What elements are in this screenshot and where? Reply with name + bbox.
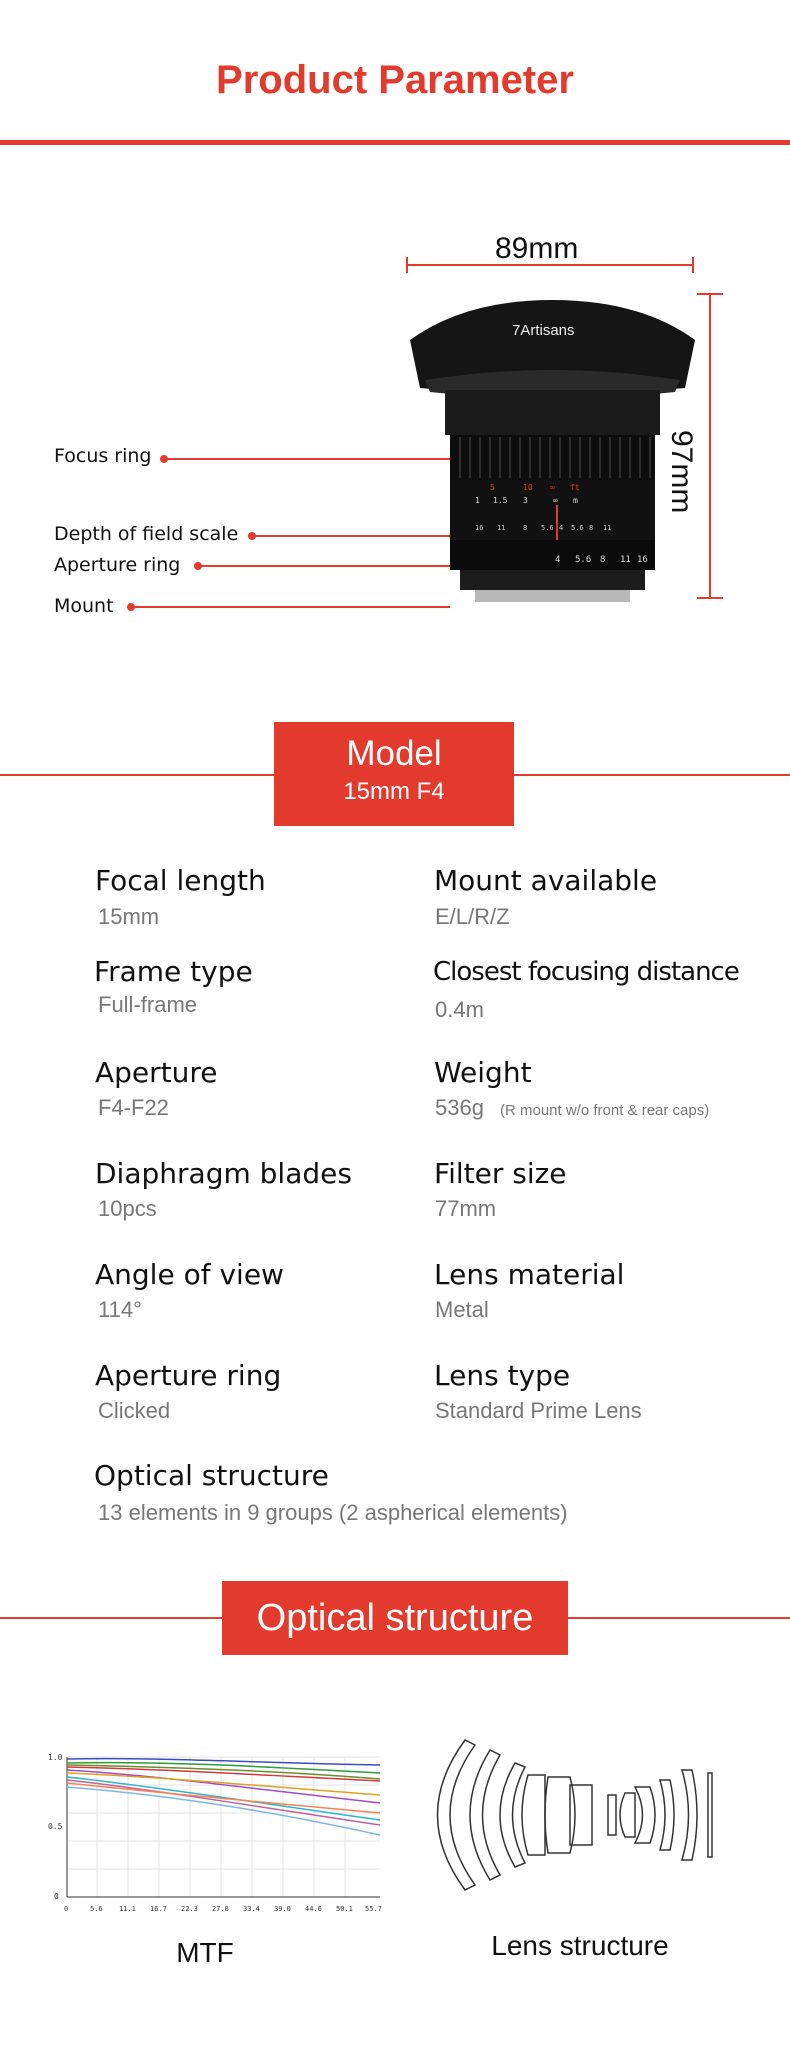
width-dimension-label: 89mm (495, 232, 579, 265)
spec-value: F4-F22 (98, 1095, 169, 1120)
spec-label: Optical structure (94, 1459, 329, 1492)
brand-label: 7Artisans (512, 322, 575, 339)
callout-line (200, 565, 450, 567)
callout-aperture-ring: Aperture ring (54, 554, 181, 576)
mtf-x-tick: 55.7 (365, 1905, 382, 1913)
svg-text:∞: ∞ (553, 496, 558, 505)
svg-text:4: 4 (555, 555, 561, 565)
optical-title: Optical structure (222, 1581, 568, 1655)
svg-text:8: 8 (600, 555, 606, 565)
callout-line (254, 535, 450, 537)
spec-label: Closest focusing distance (433, 957, 739, 987)
spec-label: Diaphragm blades (95, 1157, 352, 1190)
svg-text:8: 8 (523, 524, 528, 532)
svg-text:10: 10 (523, 483, 533, 492)
spec-value: E/L/R/Z (435, 904, 510, 929)
lens-structure-diagram (420, 1735, 720, 1895)
spec-value: 15mm (98, 904, 160, 929)
svg-text:1: 1 (475, 496, 480, 505)
svg-text:1.5: 1.5 (493, 496, 508, 505)
mtf-x-tick: 39.0 (274, 1905, 291, 1913)
mtf-x-tick: 16.7 (150, 1905, 167, 1913)
callout-line (133, 606, 450, 608)
callout-dof-scale: Depth of field scale (54, 523, 239, 545)
spec-value: 10pcs (98, 1196, 157, 1221)
spec-value: 0.4m (435, 997, 484, 1022)
lens-drawing (405, 290, 700, 620)
mtf-x-tick: 44.6 (305, 1905, 322, 1913)
svg-text:8: 8 (589, 524, 594, 532)
structure-caption: Lens structure (491, 1930, 669, 1961)
mtf-x-tick: 22.3 (181, 1905, 198, 1913)
svg-text:∞: ∞ (550, 483, 555, 492)
spec-value: Clicked (98, 1398, 171, 1423)
svg-text:m: m (573, 496, 578, 505)
weight-note: (R mount w/o front & rear caps) (500, 1102, 710, 1119)
callout-line (166, 458, 450, 460)
callout-mount: Mount (54, 595, 114, 617)
mtf-x-tick: 33.4 (243, 1905, 260, 1913)
height-dimension-label: 97mm (665, 430, 698, 514)
page-title: Product Parameter (216, 58, 574, 102)
mtf-y-tick: 1.0 (48, 1753, 63, 1762)
spec-value: 114° (98, 1297, 142, 1322)
mtf-y-tick: 0 (54, 1892, 59, 1901)
svg-text:5.6: 5.6 (541, 524, 554, 532)
spec-value: Full-frame (98, 992, 198, 1017)
model-subtitle: 15mm F4 (343, 778, 445, 805)
spec-label: Mount available (434, 864, 658, 897)
lens-image (405, 290, 700, 620)
model-badge (274, 722, 514, 826)
spec-label: Angle of view (95, 1258, 284, 1291)
spec-value: 13 elements in 9 groups (2 aspherical elements) (98, 1500, 568, 1525)
header-divider (0, 140, 790, 145)
spec-label: Weight (434, 1056, 532, 1089)
spec-value: Metal (435, 1297, 489, 1322)
svg-text:ft: ft (570, 483, 580, 492)
spec-label: Aperture ring (95, 1359, 282, 1392)
callout-focus-ring: Focus ring (54, 445, 152, 467)
svg-text:16: 16 (637, 555, 648, 565)
spec-label: Frame type (94, 955, 253, 988)
svg-text:11: 11 (603, 524, 612, 532)
spec-value: Standard Prime Lens (435, 1398, 642, 1423)
spec-label: Filter size (434, 1157, 567, 1190)
mtf-chart (40, 1745, 390, 1920)
mtf-x-tick: 50.1 (336, 1905, 353, 1913)
mtf-caption: MTF (176, 1937, 234, 1968)
mtf-x-tick: 11.1 (119, 1905, 136, 1913)
spec-label: Focal length (95, 864, 266, 897)
svg-text:11: 11 (497, 524, 506, 532)
mtf-chart-svg (40, 1745, 390, 1920)
mtf-x-tick: 5.6 (90, 1905, 103, 1913)
svg-text:4: 4 (559, 524, 564, 532)
spec-label: Lens type (434, 1359, 571, 1392)
spec-value: 536g (435, 1095, 484, 1120)
svg-text:5: 5 (490, 483, 495, 492)
lens-structure-svg (420, 1735, 720, 1895)
mtf-x-tick: 0 (64, 1905, 69, 1913)
model-title: Model (346, 734, 442, 773)
mtf-y-tick: 0.5 (48, 1822, 63, 1831)
mtf-x-tick: 27.8 (212, 1905, 229, 1913)
spec-label: Aperture (95, 1056, 218, 1089)
svg-text:11: 11 (620, 555, 631, 565)
spec-label: Lens material (434, 1258, 625, 1291)
svg-text:3: 3 (523, 496, 528, 505)
spec-value: 77mm (435, 1196, 497, 1221)
svg-text:5.6: 5.6 (571, 524, 584, 532)
svg-text:16: 16 (475, 524, 484, 532)
svg-text:5.6: 5.6 (575, 555, 592, 565)
